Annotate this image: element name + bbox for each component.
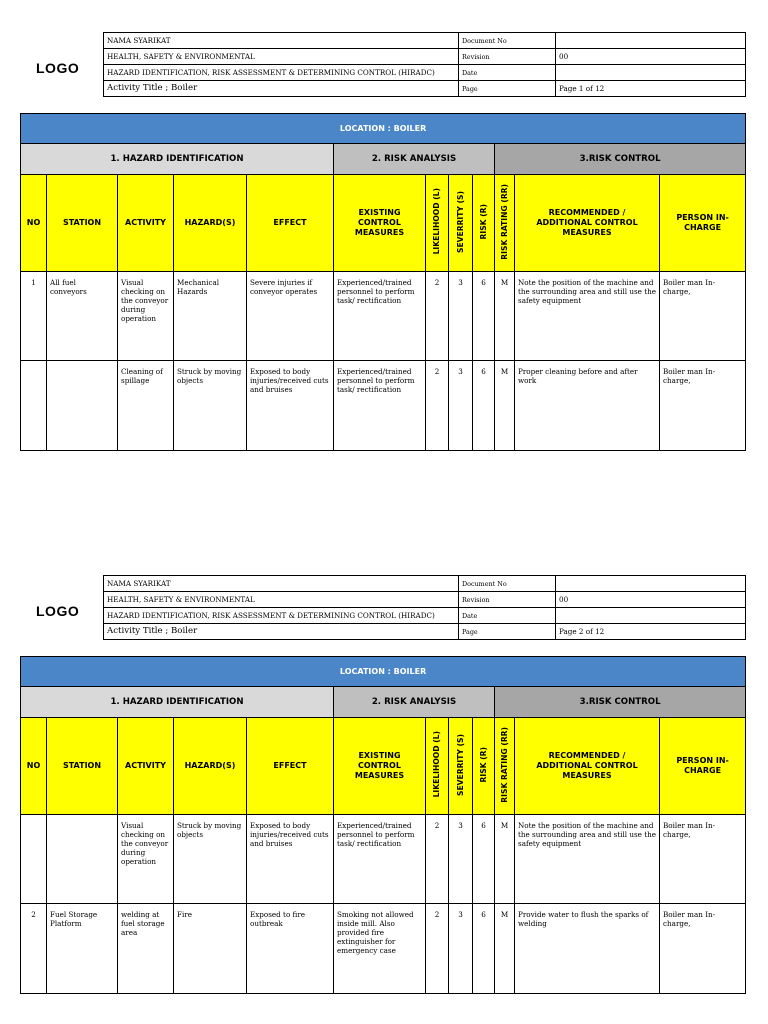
cell-station bbox=[47, 815, 118, 904]
cell-recommended: Provide water to flush the sparks of welding bbox=[515, 904, 660, 994]
cell-recommended: Note the position of the machine and the surrounding area and still use the safety equipment bbox=[515, 272, 660, 361]
col-station: STATION bbox=[47, 718, 118, 815]
company-name: NAMA SYARIKAT bbox=[104, 576, 459, 592]
date-label: Date bbox=[459, 65, 556, 81]
col-person: PERSON IN-CHARGE bbox=[660, 718, 746, 815]
cell-recommended: Note the position of the machine and the surrounding area and still use the safety equipment bbox=[515, 815, 660, 904]
col-likelihood-label: LIKELIHOOD (L) bbox=[432, 188, 442, 255]
hiradc-title: HAZARD IDENTIFICATION, RISK ASSESSMENT & DETERMINING CONTROL (HIRADC) bbox=[104, 608, 459, 624]
col-activity: ACTIVITY bbox=[118, 175, 174, 272]
page-label: Page bbox=[459, 81, 556, 97]
cell-station bbox=[47, 361, 118, 451]
company-logo: LOGO bbox=[36, 603, 80, 619]
col-severity-label: SEVERRITY (S) bbox=[455, 190, 465, 253]
col-severity-label: SEVERRITY (S) bbox=[455, 733, 465, 796]
cell-activity: Visual checking on the conveyor during operation bbox=[118, 815, 174, 904]
cell-risk: 6 bbox=[473, 361, 495, 451]
table-row bbox=[21, 815, 746, 904]
cell-risk: 6 bbox=[473, 815, 495, 904]
cell-risk-rating: M bbox=[495, 904, 515, 994]
date-value bbox=[556, 608, 746, 624]
cell-activity: welding at fuel storage area bbox=[118, 904, 174, 994]
col-likelihood bbox=[426, 718, 449, 815]
page-label: Page bbox=[459, 624, 556, 640]
risk-analysis-header: 2. RISK ANALYSIS bbox=[334, 144, 495, 175]
document-no-value bbox=[556, 576, 746, 592]
cell-effect: Exposed to body injuries/received cuts and bruises bbox=[247, 815, 334, 904]
cell-station: All fuel conveyors bbox=[47, 272, 118, 361]
company-logo: LOGO bbox=[36, 60, 80, 76]
table-row bbox=[21, 904, 746, 994]
col-risk-rating bbox=[495, 175, 515, 272]
document-no-label: Document No bbox=[459, 33, 556, 49]
hiradc-table bbox=[20, 656, 746, 994]
col-risk-rating-label: RISK RATING (RR) bbox=[499, 183, 509, 260]
col-risk-rating-label: RISK RATING (RR) bbox=[499, 726, 509, 803]
cell-no bbox=[21, 815, 47, 904]
risk-control-header: 3.RISK CONTROL bbox=[495, 687, 746, 718]
department-name: HEALTH, SAFETY & ENVIRONMENTAL bbox=[104, 592, 459, 608]
col-risk-label: RISK (R) bbox=[478, 746, 488, 783]
col-risk bbox=[473, 175, 495, 272]
cell-effect: Exposed to body injuries/received cuts and bruises bbox=[247, 361, 334, 451]
cell-no: 2 bbox=[21, 904, 47, 994]
col-hazards: HAZARD(S) bbox=[174, 175, 247, 272]
cell-severity: 3 bbox=[449, 904, 473, 994]
cell-existing: Experienced/trained personnel to perform task/ rectification bbox=[334, 272, 426, 361]
revision-value: 00 bbox=[556, 49, 746, 65]
cell-risk: 6 bbox=[473, 904, 495, 994]
cell-activity: Cleaning of spillage bbox=[118, 361, 174, 451]
col-risk-rating bbox=[495, 718, 515, 815]
col-existing-control: EXISTING CONTROL MEASURES bbox=[334, 718, 426, 815]
cell-existing: Experienced/trained personnel to perform task/ rectification bbox=[334, 361, 426, 451]
col-hazards: HAZARD(S) bbox=[174, 718, 247, 815]
cell-likelihood: 2 bbox=[426, 904, 449, 994]
cell-likelihood: 2 bbox=[426, 272, 449, 361]
cell-severity: 3 bbox=[449, 272, 473, 361]
cell-severity: 3 bbox=[449, 815, 473, 904]
activity-title: Activity Title ; Boiler bbox=[104, 81, 459, 97]
revision-label: Revision bbox=[459, 49, 556, 65]
cell-person: Boiler man In-charge, bbox=[660, 815, 746, 904]
location-banner: LOCATION : BOILER bbox=[21, 114, 746, 144]
cell-activity: Visual checking on the conveyor during operation bbox=[118, 272, 174, 361]
cell-risk: 6 bbox=[473, 272, 495, 361]
col-likelihood-label: LIKELIHOOD (L) bbox=[432, 731, 442, 798]
hiradc-title: HAZARD IDENTIFICATION, RISK ASSESSMENT & DETERMINING CONTROL (HIRADC) bbox=[104, 65, 459, 81]
cell-no bbox=[21, 361, 47, 451]
col-no: NO bbox=[21, 175, 47, 272]
cell-recommended: Proper cleaning before and after work bbox=[515, 361, 660, 451]
cell-risk-rating: M bbox=[495, 815, 515, 904]
document-header-table bbox=[103, 575, 746, 640]
hazard-identification-header: 1. HAZARD IDENTIFICATION bbox=[21, 687, 334, 718]
cell-effect: Severe injuries if conveyor operates bbox=[247, 272, 334, 361]
cell-person: Boiler man In-charge, bbox=[660, 361, 746, 451]
location-banner: LOCATION : BOILER bbox=[21, 657, 746, 687]
cell-likelihood: 2 bbox=[426, 361, 449, 451]
revision-value: 00 bbox=[556, 592, 746, 608]
cell-station: Fuel Storage Platform bbox=[47, 904, 118, 994]
col-severity bbox=[449, 718, 473, 815]
col-likelihood bbox=[426, 175, 449, 272]
cell-risk-rating: M bbox=[495, 361, 515, 451]
document-header-table bbox=[103, 32, 746, 97]
company-name: NAMA SYARIKAT bbox=[104, 33, 459, 49]
department-name: HEALTH, SAFETY & ENVIRONMENTAL bbox=[104, 49, 459, 65]
cell-hazard: Fire bbox=[174, 904, 247, 994]
table-row bbox=[21, 361, 746, 451]
cell-hazard: Struck by moving objects bbox=[174, 815, 247, 904]
hazard-identification-header: 1. HAZARD IDENTIFICATION bbox=[21, 144, 334, 175]
cell-effect: Exposed to fire outbreak bbox=[247, 904, 334, 994]
col-effect: EFFECT bbox=[247, 718, 334, 815]
col-risk bbox=[473, 718, 495, 815]
table-row bbox=[21, 272, 746, 361]
cell-risk-rating: M bbox=[495, 272, 515, 361]
document-no-label: Document No bbox=[459, 576, 556, 592]
risk-control-header: 3.RISK CONTROL bbox=[495, 144, 746, 175]
col-effect: EFFECT bbox=[247, 175, 334, 272]
page-number: Page 1 of 12 bbox=[556, 81, 746, 97]
date-label: Date bbox=[459, 608, 556, 624]
page-number: Page 2 of 12 bbox=[556, 624, 746, 640]
col-activity: ACTIVITY bbox=[118, 718, 174, 815]
cell-no: 1 bbox=[21, 272, 47, 361]
risk-analysis-header: 2. RISK ANALYSIS bbox=[334, 687, 495, 718]
cell-hazard: Struck by moving objects bbox=[174, 361, 247, 451]
col-recommended: RECOMMENDED / ADDITIONAL CONTROL MEASURES bbox=[515, 175, 660, 272]
cell-likelihood: 2 bbox=[426, 815, 449, 904]
cell-severity: 3 bbox=[449, 361, 473, 451]
col-person: PERSON IN-CHARGE bbox=[660, 175, 746, 272]
date-value bbox=[556, 65, 746, 81]
cell-existing: Smoking not allowed inside mill. Also provided fire extinguisher for emergency case bbox=[334, 904, 426, 994]
activity-title: Activity Title ; Boiler bbox=[104, 624, 459, 640]
col-no: NO bbox=[21, 718, 47, 815]
col-severity bbox=[449, 175, 473, 272]
cell-person: Boiler man In-charge, bbox=[660, 904, 746, 994]
hiradc-table bbox=[20, 113, 746, 451]
col-recommended: RECOMMENDED / ADDITIONAL CONTROL MEASURES bbox=[515, 718, 660, 815]
cell-person: Boiler man In-charge, bbox=[660, 272, 746, 361]
revision-label: Revision bbox=[459, 592, 556, 608]
cell-hazard: Mechanical Hazards bbox=[174, 272, 247, 361]
col-existing-control: EXISTING CONTROL MEASURES bbox=[334, 175, 426, 272]
col-station: STATION bbox=[47, 175, 118, 272]
document-no-value bbox=[556, 33, 746, 49]
cell-existing: Experienced/trained personnel to perform task/ rectification bbox=[334, 815, 426, 904]
col-risk-label: RISK (R) bbox=[478, 203, 488, 240]
